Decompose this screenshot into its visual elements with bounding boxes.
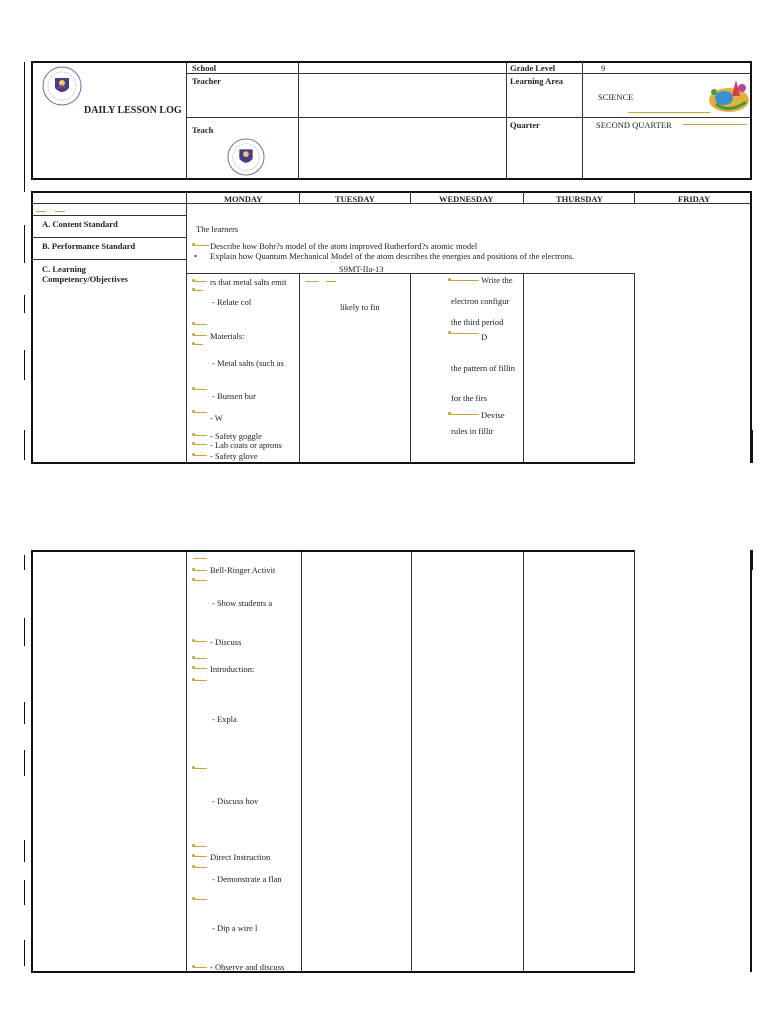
monday-bottom-line-2: - Show students a <box>212 598 273 608</box>
wednesday-line-3: the third period <box>451 317 504 327</box>
day-header-monday: MONDAY <box>224 194 263 204</box>
wednesday-line-4: D <box>481 332 488 342</box>
monday-bottom-line-4: Introduction: <box>210 664 255 674</box>
learning-competency-label: C. Learning <box>42 264 86 274</box>
monday-bottom-line-6: - Discuss hov <box>212 796 259 806</box>
wednesday-line-6: for the firs <box>451 393 487 403</box>
wednesday-line-7: Devise <box>481 410 505 420</box>
monday-bottom-line-9: - Dip a wire l <box>212 923 258 933</box>
objective-1: Describe how Bohr?s model of the atom improved Rutherford?s atomic model <box>210 241 478 251</box>
monday-bottom-line-8: - Demonstrate a flan <box>212 874 282 884</box>
monday-line-2: - Relate col <box>212 297 252 307</box>
bullet-dot: • <box>194 251 197 261</box>
monday-bottom-line-5: - Expla <box>212 714 237 724</box>
learning-competency-label-2: Competency/Objectives <box>42 274 128 284</box>
deped-seal-icon <box>226 138 266 176</box>
competency-code: S9MT-IIa-13 <box>339 264 384 274</box>
wednesday-line-1: Write the <box>481 275 513 285</box>
wednesday-line-5: the pattern of fillin <box>451 363 515 373</box>
day-header-wednesday: WEDNESDAY <box>439 194 494 204</box>
quarter-label: Quarter <box>510 120 540 130</box>
monday-line-6: - W <box>210 413 223 423</box>
page-title: DAILY LESSON LOG <box>84 105 182 116</box>
monday-bottom-line-3: - Discuss <box>210 637 242 647</box>
day-header-friday: FRIDAY <box>678 194 711 204</box>
teacher-label-2: Teach <box>192 125 214 135</box>
monday-line-1: rs that metal salts emit <box>210 277 287 287</box>
monday-line-3: Materials: <box>210 331 245 341</box>
monday-line-9: - Safety glove <box>210 451 258 461</box>
monday-bottom-line-10: - Observe and discuss <box>210 962 285 972</box>
monday-line-7: - Safety goggle <box>210 431 262 441</box>
learning-area-value: SCIENCE <box>598 92 634 102</box>
wednesday-line-2: electron configur <box>451 296 510 306</box>
content-standard-label: A. Content Standard <box>42 219 118 229</box>
performance-standard-label: B. Performance Standard <box>42 241 136 251</box>
deped-seal-icon <box>42 66 82 106</box>
monday-bottom-line-1: Bell-Ringer Activit <box>210 565 276 575</box>
science-logo-icon <box>706 74 752 116</box>
monday-line-4: - Metal salts (such as <box>212 358 284 368</box>
wednesday-line-8: rules in fillir <box>451 426 494 436</box>
tuesday-line-1: likely to fin <box>340 302 380 312</box>
grade-level-value: 9 <box>601 63 606 73</box>
quarter-value: SECOND QUARTER <box>596 120 672 130</box>
day-header-tuesday: TUESDAY <box>335 194 375 204</box>
learning-area-label: Learning Area <box>510 76 563 86</box>
teacher-label: Teacher <box>192 76 221 86</box>
objective-2: Explain how Quantum Mechanical Model of the atom describes the energies and positions of the electrons. <box>210 251 575 261</box>
monday-line-5: - Bunsen bur <box>212 391 256 401</box>
monday-line-8: - Lab coats or aprons <box>210 440 282 450</box>
grade-level-label: Grade Level <box>510 63 556 73</box>
school-label: School <box>192 63 217 73</box>
day-header-thursday: THURSDAY <box>556 194 603 204</box>
monday-bottom-line-7: Direct Instruction <box>210 852 271 862</box>
learners-text: The learners <box>196 224 239 234</box>
